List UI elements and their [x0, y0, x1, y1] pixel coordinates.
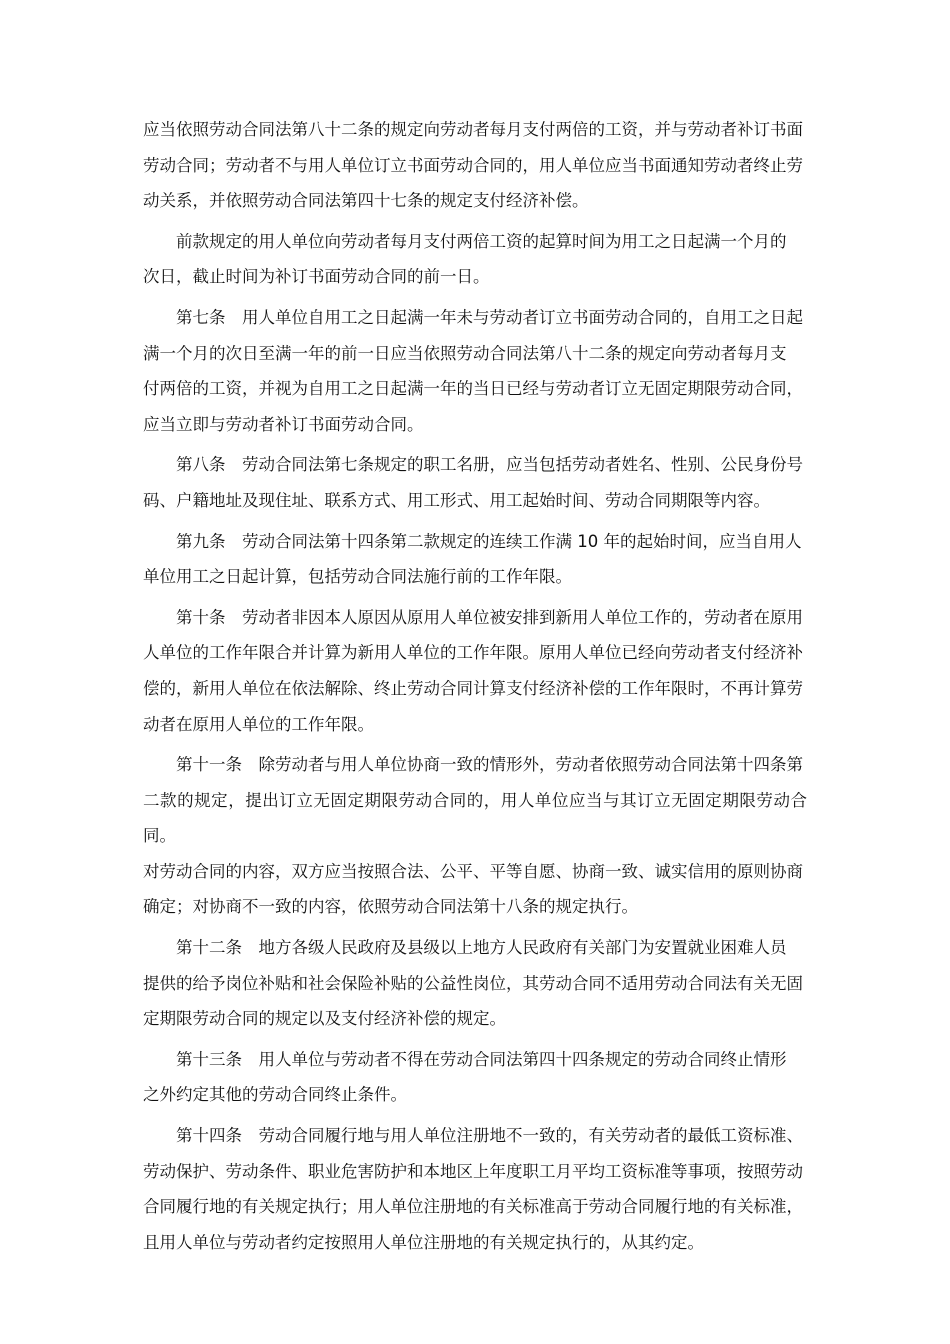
- paragraph-line: 且用人单位与劳动者约定按照用人单位注册地的有关规定执行的，从其约定。: [143, 1232, 704, 1252]
- paragraph-line: 付两倍的工资，并视为自用工之日起满一年的当日已经与劳动者订立无固定期限劳动合同，: [143, 379, 803, 399]
- paragraph-line: 第九条 劳动合同法第十四条第二款规定的连续工作满 10 年的起始时间，应当自用人: [176, 531, 802, 551]
- paragraph-line: 动者在原用人单位的工作年限。: [143, 714, 374, 734]
- paragraph-line: 劳动保护、劳动条件、职业危害防护和本地区上年度职工月平均工资标准等事项，按照劳动: [143, 1161, 803, 1181]
- paragraph-double-wage-period: [143, 224, 807, 295]
- paragraph-line: 码、户籍地址及现住址、联系方式、用工形式、用工起始时间、劳动合同期限等内容。: [143, 490, 770, 510]
- article-11: [143, 747, 807, 925]
- paragraph-line: 第八条 劳动合同法第七条规定的职工名册，应当包括劳动者姓名、性别、公民身份号: [176, 455, 803, 475]
- paragraph-line: 劳动合同；劳动者不与用人单位订立书面劳动合同的，用人单位应当书面通知劳动者终止劳: [143, 155, 803, 175]
- paragraph-line: 人单位的工作年限合并计算为新用人单位的工作年限。原用人单位已经向劳动者支付经济补: [143, 643, 803, 663]
- paragraph-line: 之外约定其他的劳动合同终止条件。: [143, 1085, 407, 1105]
- paragraph-line: 动关系，并依照劳动合同法第四十七条的规定支付经济补偿。: [143, 191, 589, 211]
- paragraph-line: 应当立即与劳动者补订书面劳动合同。: [143, 414, 424, 434]
- paragraph-continuation: [143, 112, 807, 219]
- paragraph-line: 第七条 用人单位自用工之日起满一年未与劳动者订立书面劳动合同的，自用工之日起: [176, 307, 803, 327]
- article-13: [143, 1042, 807, 1113]
- paragraph-line: 满一个月的次日至满一年的前一日应当依照劳动合同法第八十二条的规定向劳动者每月支: [143, 343, 787, 363]
- paragraph-line: 二款的规定，提出订立无固定期限劳动合同的，用人单位应当与其订立无固定期限劳动合同。: [143, 790, 807, 846]
- paragraph-line: 对劳动合同的内容，双方应当按照合法、公平、平等自愿、协商一致、诚实信用的原则协商: [143, 861, 803, 881]
- paragraph-line: 第十三条 用人单位与劳动者不得在劳动合同法第四十四条规定的劳动合同终止情形: [176, 1049, 787, 1069]
- paragraph-line: 前款规定的用人单位向劳动者每月支付两倍工资的起算时间为用工之日起满一个月的: [176, 231, 787, 251]
- paragraph-line: 单位用工之日起计算，包括劳动合同法施行前的工作年限。: [143, 567, 572, 587]
- document-body: [143, 112, 807, 1265]
- article-7: [143, 300, 807, 442]
- paragraph-line: 次日，截止时间为补订书面劳动合同的前一日。: [143, 267, 490, 287]
- paragraph-line: 第十四条 劳动合同履行地与用人单位注册地不一致的，有关劳动者的最低工资标准、: [176, 1126, 803, 1146]
- paragraph-line: 确定；对协商不一致的内容，依照劳动合同法第十八条的规定执行。: [143, 897, 638, 917]
- article-9: [143, 524, 807, 595]
- paragraph-line: 第十二条 地方各级人民政府及县级以上地方人民政府有关部门为安置就业困难人员: [176, 938, 787, 958]
- paragraph-line: 应当依照劳动合同法第八十二条的规定向劳动者每月支付两倍的工资，并与劳动者补订书面: [143, 120, 803, 139]
- paragraph-line: 第十一条 除劳动者与用人单位协商一致的情形外，劳动者依照劳动合同法第十四条第: [176, 755, 803, 775]
- article-10: [143, 600, 807, 742]
- paragraph-line: 第十条 劳动者非因本人原因从原用人单位被安排到新用人单位工作的，劳动者在原用: [176, 607, 803, 627]
- paragraph-line: 定期限劳动合同的规定以及支付经济补偿的规定。: [143, 1009, 506, 1029]
- paragraph-line: 提供的给予岗位补贴和社会保险补贴的公益性岗位，其劳动合同不适用劳动合同法有关无固: [143, 973, 803, 993]
- paragraph-line: 偿的，新用人单位在依法解除、终止劳动合同计算支付经济补偿的工作年限时，不再计算劳: [143, 678, 803, 698]
- article-12: [143, 930, 807, 1037]
- article-8: [143, 447, 807, 518]
- paragraph-line: 合同履行地的有关规定执行；用人单位注册地的有关标准高于劳动合同履行地的有关标准，: [143, 1197, 803, 1217]
- article-14: [143, 1118, 807, 1260]
